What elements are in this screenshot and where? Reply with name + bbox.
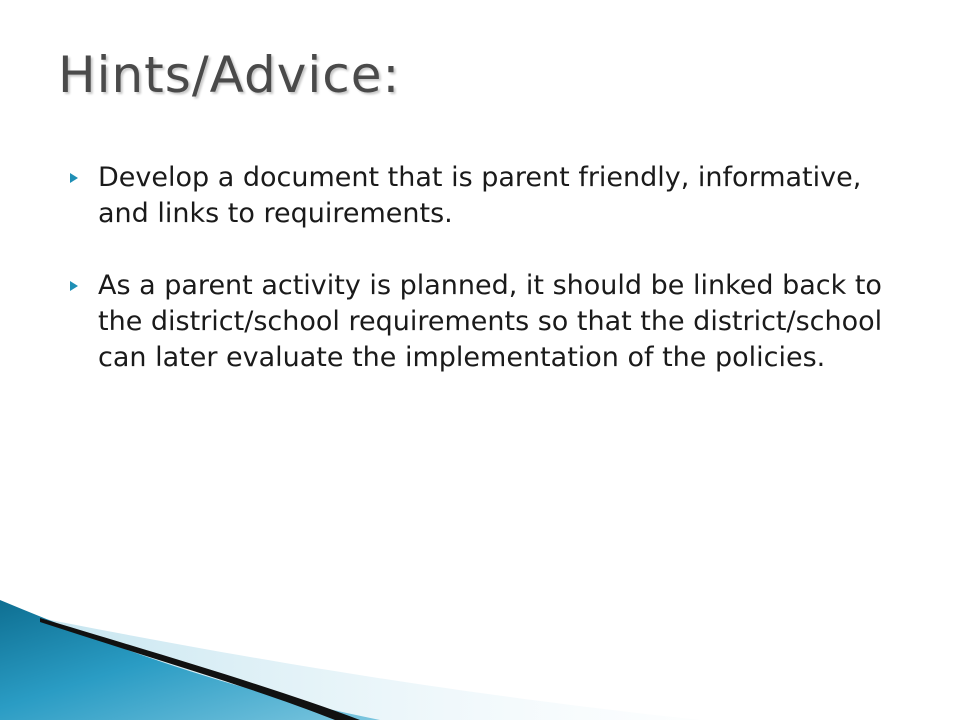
bullet-text: As a parent activity is planned, it should be linked back to the district/school requirements so that the district/school can later evaluate the implementation of the policies.	[98, 270, 883, 373]
triangle-bullet-icon	[70, 173, 78, 183]
bullet-item	[70, 268, 890, 376]
swoosh-decoration	[0, 560, 960, 720]
bullet-list	[70, 160, 890, 412]
slide-title: Hints/Advice:	[58, 46, 401, 104]
triangle-bullet-icon	[70, 281, 78, 291]
bullet-text: Develop a document that is parent friendly, informative, and links to requirements.	[98, 162, 862, 229]
bullet-item	[70, 160, 890, 232]
